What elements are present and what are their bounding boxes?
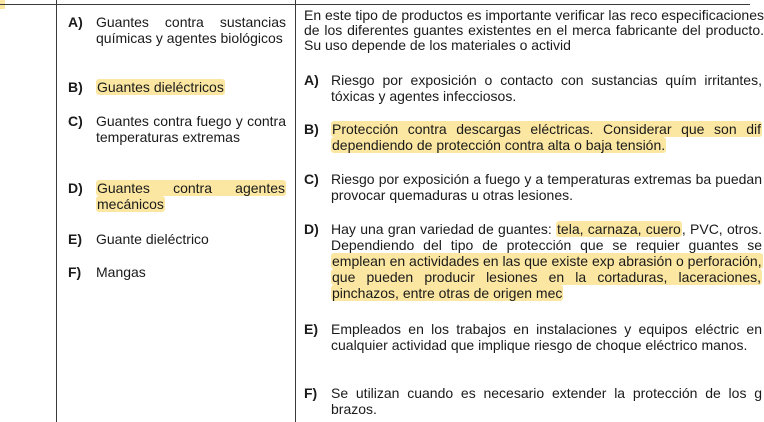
item-label: Guantes contra fuego y contra temperaturas extremas <box>96 113 286 145</box>
item-description <box>302 72 762 104</box>
item-description <box>302 221 762 301</box>
item-letter: A) <box>68 14 83 30</box>
right-item-a <box>302 72 762 104</box>
right-item-c <box>302 171 762 203</box>
left-item-b <box>58 79 286 95</box>
left-item-a <box>58 14 286 46</box>
item-text <box>58 113 286 145</box>
right-item-e <box>302 321 762 353</box>
highlighted-text: emplean en actividades en las que existe exp abrasión o perforación, que pueden producir lesiones en la cortaduras, laceraciones, pinchazos, entre otras de origen mec <box>332 253 762 301</box>
item-text <box>58 14 286 46</box>
item-letter: F) <box>68 264 82 280</box>
right-item-b <box>302 121 762 153</box>
intro-paragraph: En este tipo de productos es importante verificar las reco especificaciones de los diferentes guantes existentes en el merca fabricante del producto. Su uso depende de los materiales o activid <box>304 7 764 53</box>
descriptions-column <box>302 0 764 422</box>
description-text: Se utilizan cuando es necesario extender la protección de los g brazos. <box>331 385 762 417</box>
highlighted-text: Protección contra descargas eléctricas. Considerar que son dif dependiendo de protección contra alta o baja tensión. <box>332 121 761 153</box>
item-letter: C) <box>304 171 319 187</box>
left-item-f <box>58 264 286 280</box>
item-description <box>302 321 762 353</box>
item-label: Mangas <box>96 264 146 280</box>
item-text <box>58 264 286 280</box>
column-divider-middle <box>295 0 296 422</box>
item-letter: C) <box>68 113 83 129</box>
description-text: Riesgo por exposición o contacto con sustancias quím irritantes, tóxicas y agentes infecciosos. <box>331 72 762 104</box>
item-letter: B) <box>68 79 83 95</box>
item-text <box>58 180 286 212</box>
highlighted-text: Guantes dieléctricos <box>97 79 224 95</box>
item-text <box>58 231 286 247</box>
left-item-c <box>58 113 286 145</box>
description-text: , PVC, otros. Dependiendo del tipo de protección que se requier guantes se <box>331 221 762 253</box>
item-letter: D) <box>68 180 83 196</box>
right-item-f <box>302 385 762 417</box>
item-label: Guantes contra sustancias químicas y agentes biológicos <box>96 14 286 46</box>
highlighted-text: tela, carnaza, cuero <box>557 221 681 237</box>
left-item-d <box>58 180 286 212</box>
description-text: Hay una gran variedad de guantes: <box>331 221 557 237</box>
item-letter: E) <box>68 231 82 247</box>
item-letter: F) <box>304 385 318 401</box>
item-description <box>302 121 762 153</box>
right-item-d <box>302 221 762 301</box>
description-text: Riesgo por exposición a fuego y a temperaturas extremas ba puedan provocar quemaduras u otras lesiones. <box>331 171 762 203</box>
item-letter: D) <box>304 221 319 237</box>
item-description <box>302 385 762 417</box>
column-divider-left <box>56 0 57 422</box>
item-letter: A) <box>304 72 319 88</box>
highlighted-text: Guantes contra agentes mecánicos <box>97 180 285 212</box>
item-letter: B) <box>304 121 319 137</box>
item-description <box>302 171 762 203</box>
item-label: Guante dieléctrico <box>96 231 209 247</box>
left-item-e <box>58 231 286 247</box>
glove-types-column <box>58 0 288 422</box>
item-text <box>58 79 286 95</box>
description-text: Empleados en los trabajos en instalaciones y equipos eléctric en cualquier actividad que implique riesgo de choque eléctrico manos. <box>331 321 762 353</box>
item-letter: E) <box>304 321 318 337</box>
